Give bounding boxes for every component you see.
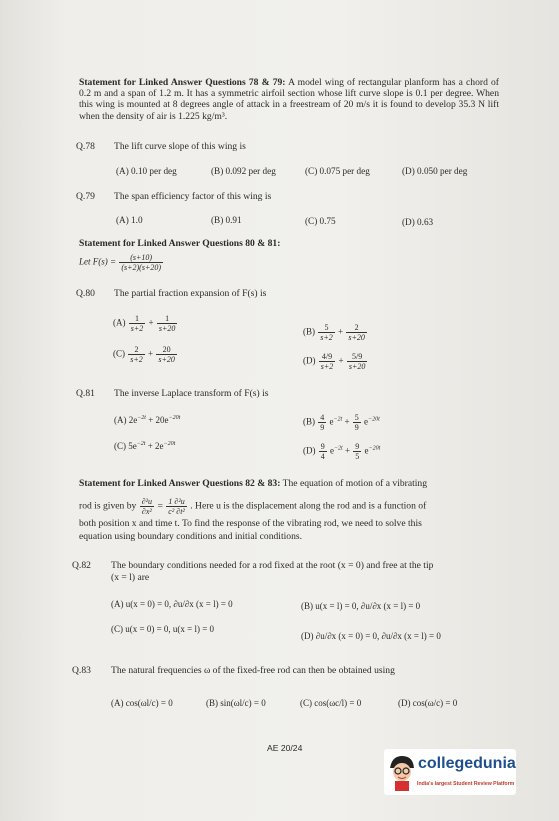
q83-text: The natural frequencies ω of the fixed-free rod can then be obtained using	[111, 665, 395, 676]
q81-option-b: (B) $\frac{4}{9}$ $e^{-2t}$ + $\frac{5}{9}$ $e^{-20t}$	[303, 413, 380, 432]
q80-option-b: (B) $\frac{5}{s+2}$ + $\frac{2}{s+20}$	[303, 323, 365, 342]
mascot-icon	[387, 752, 417, 792]
transfer-function-fraction: $\frac{(s+10)}{(s+2)(s+20)}$	[121, 253, 162, 272]
q80-option-c: (C) $\frac{2}{s+2}$ + $\frac{20}{s+20}$	[113, 345, 175, 364]
statement-82-83-line1: Statement for Linked Answer Questions 82 & 83: The equation of motion of a vibrating	[79, 478, 428, 489]
q81-option-d: (D) $\frac{9}{4}$ $e^{-2t}$ + $\frac{9}{5}$ $e^{-20t}$	[303, 442, 381, 461]
q79-option-c: (C) 0.75	[305, 216, 336, 226]
collegedunia-logo	[384, 749, 516, 795]
q78-option-a: (A) 0.10 per deg	[116, 166, 177, 176]
statement-80-81-heading: Statement for Linked Answer Questions 80 & 81:	[79, 238, 281, 249]
q83-option-c: (C) cos(ωc/l) = 0	[300, 698, 362, 708]
statement-78-79-text: A model wing of rectangular planform has a chord of 0.2 m and a span of 1.2 m. It has a symmetric airfoil section whose lift curve slope is 0.1 per degree. When this wing is mounted at 8 degrees angle of attack in a freestream of 20 m/s it is found to develop 35.3 N lift when the density of air is 1.225 kg/m³.	[79, 77, 500, 122]
q78-text: The lift curve slope of this wing is	[114, 141, 246, 152]
q83-option-d: (D) cos(ω/c) = 0	[398, 698, 458, 708]
statement-82-83-line2: rod is given by $\frac{\text{∂²u}}{\text{∂x²}}$ = $\frac{\text{1 ∂²u}}{\text{c² ∂t²}}$ . Here u is the displacement along the rod and is a function of	[79, 497, 427, 516]
q82-option-b: (B) u(x = l) = 0, ∂u/∂x (x = l) = 0	[301, 601, 421, 611]
q82-text-line1: The boundary conditions needed for a rod fixed at the root (x = 0) and free at the tip	[111, 560, 434, 571]
q80-option-a: (A) $\frac{1}{s+2}$ + $\frac{1}{s+20}$	[113, 314, 176, 333]
q79-option-b: (B) 0.91	[211, 215, 242, 225]
q83-option-b: (B) sin(ωl/c) = 0	[206, 698, 266, 708]
q82-number: Q.82	[72, 560, 91, 571]
q79-option-a: (A) 1.0	[116, 215, 143, 225]
q80-text: The partial fraction expansion of F(s) is	[114, 288, 267, 299]
q79-number: Q.79	[76, 191, 95, 202]
q78-number: Q.78	[76, 141, 95, 152]
q82-option-c: (C) u(x = 0) = 0, u(x = l) = 0	[111, 624, 215, 634]
statement-78-79-heading: Statement for Linked Answer Questions 78 & 79:	[79, 77, 286, 88]
q80-option-d: (D) $\frac{4/9}{s+2}$ + $\frac{5/9}{s+20}$	[303, 352, 366, 371]
q80-number: Q.80	[76, 288, 95, 299]
q79-text: The span efficiency factor of this wing is	[114, 191, 272, 202]
logo-tagline: India's largest Student Review Platform	[417, 781, 515, 787]
statement-82-83-line3: both position x and time t. To find the response of the vibrating rod, we need to solve this	[79, 518, 422, 529]
q83-number: Q.83	[72, 665, 91, 676]
q79-option-d: (D) 0.63	[402, 217, 434, 227]
q81-text: The inverse Laplace transform of F(s) is	[114, 388, 269, 399]
q78-option-b: (B) 0.092 per deg	[211, 166, 276, 176]
transfer-function: Let F(s) = $\frac{(s+10)}{(s+2)(s+20)}$	[79, 253, 162, 272]
q82-text-line2: (x = l) are	[111, 572, 150, 583]
q78-option-d: (D) 0.050 per deg	[402, 166, 468, 176]
logo-name: collegedunia	[418, 755, 516, 772]
page-footer: AE 20/24	[267, 743, 303, 753]
q81-option-a: (A) $2e^{-2t} + 20e^{-20t}$	[114, 415, 181, 425]
statement-82-83-line4: equation using boundary conditions and initial conditions.	[79, 531, 303, 542]
q82-option-d: (D) ∂u/∂x (x = 0) = 0, ∂u/∂x (x = l) = 0	[301, 631, 441, 641]
q81-option-c: (C) $5e^{-2t} + 2e^{-20t}$	[114, 441, 176, 451]
q81-number: Q.81	[76, 388, 95, 399]
q83-option-a: (A) cos(ωl/c) = 0	[111, 698, 173, 708]
q78-option-c: (C) 0.075 per deg	[305, 166, 370, 176]
q82-option-a: (A) u(x = 0) = 0, ∂u/∂x (x = l) = 0	[111, 599, 233, 609]
statement-78-79	[79, 77, 499, 122]
